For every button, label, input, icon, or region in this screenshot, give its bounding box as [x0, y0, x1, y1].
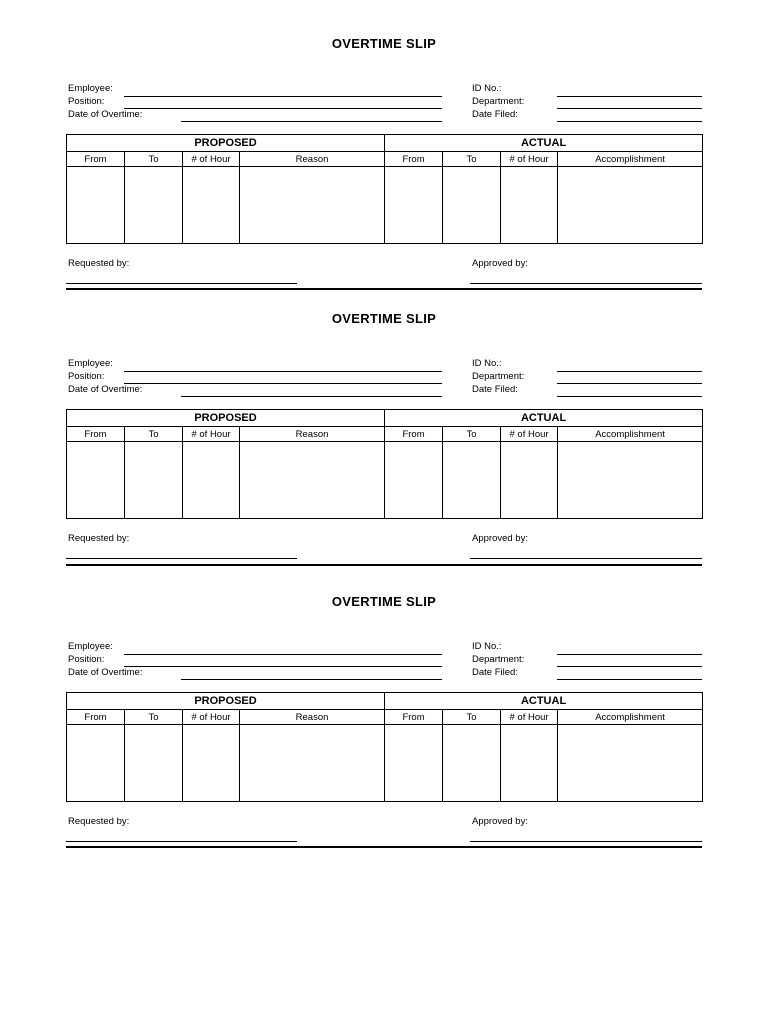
slip-title: OVERTIME SLIP [331, 311, 437, 326]
cell-reason[interactable] [240, 167, 385, 244]
id-no-label: ID No.: [472, 83, 502, 94]
date-of-overtime-line[interactable] [181, 121, 442, 122]
employee-line[interactable] [124, 371, 442, 372]
col-actual-hours: # of Hour [501, 152, 558, 167]
cell-to[interactable] [125, 167, 183, 244]
date-of-overtime-label: Date of Overtime: [68, 109, 143, 120]
col-accomplishment: Accomplishment [558, 152, 703, 167]
cell-hours[interactable] [183, 167, 240, 244]
overtime-table [66, 692, 703, 802]
cell-actual-from[interactable] [385, 442, 443, 519]
position-line[interactable] [124, 108, 442, 109]
overtime-slip-1 [0, 0, 768, 270]
col-reason: Reason [240, 152, 385, 167]
employee-label: Employee: [68, 358, 113, 369]
date-filed-line[interactable] [557, 396, 702, 397]
employee-line[interactable] [124, 654, 442, 655]
col-from: From [67, 427, 125, 442]
actual-header: ACTUAL [385, 693, 703, 710]
position-line[interactable] [124, 383, 442, 384]
col-actual-to: To [443, 427, 501, 442]
cell-from[interactable] [67, 725, 125, 802]
col-actual-to: To [443, 710, 501, 725]
actual-header: ACTUAL [385, 135, 703, 152]
department-label: Department: [472, 371, 525, 382]
col-actual-hours: # of Hour [501, 710, 558, 725]
department-label: Department: [472, 96, 525, 107]
cell-hours[interactable] [183, 725, 240, 802]
date-of-overtime-line[interactable] [181, 679, 442, 680]
id-no-label: ID No.: [472, 641, 502, 652]
requested-by-label: Requested by: [68, 258, 130, 269]
col-to: To [125, 152, 183, 167]
col-to: To [125, 710, 183, 725]
cell-to[interactable] [125, 442, 183, 519]
cell-reason[interactable] [240, 442, 385, 519]
date-filed-label: Date Filed: [472, 384, 518, 395]
position-label: Position: [68, 371, 105, 382]
cell-from[interactable] [67, 167, 125, 244]
employee-label: Employee: [68, 83, 113, 94]
department-line[interactable] [557, 108, 702, 109]
cell-to[interactable] [125, 725, 183, 802]
approved-by-label: Approved by: [472, 816, 528, 827]
col-actual-from: From [385, 152, 443, 167]
proposed-header: PROPOSED [67, 135, 385, 152]
cell-actual-to[interactable] [443, 167, 501, 244]
date-filed-line[interactable] [557, 121, 702, 122]
employee-label: Employee: [68, 641, 113, 652]
cell-actual-hours[interactable] [501, 167, 558, 244]
id-no-line[interactable] [557, 96, 702, 97]
cell-actual-from[interactable] [385, 725, 443, 802]
position-label: Position: [68, 96, 105, 107]
col-hours: # of Hour [183, 152, 240, 167]
overtime-slip-3 [0, 558, 768, 828]
col-actual-hours: # of Hour [501, 427, 558, 442]
col-from: From [67, 710, 125, 725]
col-hours: # of Hour [183, 710, 240, 725]
date-of-overtime-label: Date of Overtime: [68, 384, 143, 395]
cell-actual-to[interactable] [443, 725, 501, 802]
actual-header: ACTUAL [385, 410, 703, 427]
col-to: To [125, 427, 183, 442]
slip-title: OVERTIME SLIP [331, 594, 437, 609]
date-filed-line[interactable] [557, 679, 702, 680]
col-hours: # of Hour [183, 427, 240, 442]
date-filed-label: Date Filed: [472, 109, 518, 120]
requested-by-label: Requested by: [68, 816, 130, 827]
cell-actual-to[interactable] [443, 442, 501, 519]
slip-title: OVERTIME SLIP [331, 36, 437, 51]
cell-actual-from[interactable] [385, 167, 443, 244]
overtime-table [66, 134, 703, 244]
requested-by-line[interactable] [66, 841, 297, 842]
col-reason: Reason [240, 427, 385, 442]
cell-reason[interactable] [240, 725, 385, 802]
col-accomplishment: Accomplishment [558, 710, 703, 725]
employee-line[interactable] [124, 96, 442, 97]
id-no-line[interactable] [557, 371, 702, 372]
col-accomplishment: Accomplishment [558, 427, 703, 442]
col-actual-from: From [385, 427, 443, 442]
id-no-label: ID No.: [472, 358, 502, 369]
cell-accomplishment[interactable] [558, 442, 703, 519]
overtime-slip-2 [0, 275, 768, 545]
col-from: From [67, 152, 125, 167]
proposed-header: PROPOSED [67, 693, 385, 710]
cell-accomplishment[interactable] [558, 725, 703, 802]
approved-by-label: Approved by: [472, 533, 528, 544]
requested-by-label: Requested by: [68, 533, 130, 544]
cell-hours[interactable] [183, 442, 240, 519]
col-actual-to: To [443, 152, 501, 167]
slip-separator [66, 846, 702, 848]
col-actual-from: From [385, 710, 443, 725]
cell-accomplishment[interactable] [558, 167, 703, 244]
date-of-overtime-line[interactable] [181, 396, 442, 397]
id-no-line[interactable] [557, 654, 702, 655]
department-line[interactable] [557, 383, 702, 384]
approved-by-label: Approved by: [472, 258, 528, 269]
date-of-overtime-label: Date of Overtime: [68, 667, 143, 678]
overtime-table [66, 409, 703, 519]
position-label: Position: [68, 654, 105, 665]
proposed-header: PROPOSED [67, 410, 385, 427]
department-line[interactable] [557, 666, 702, 667]
approved-by-line[interactable] [470, 841, 702, 842]
cell-actual-hours[interactable] [501, 442, 558, 519]
department-label: Department: [472, 654, 525, 665]
date-filed-label: Date Filed: [472, 667, 518, 678]
position-line[interactable] [124, 666, 442, 667]
cell-from[interactable] [67, 442, 125, 519]
cell-actual-hours[interactable] [501, 725, 558, 802]
col-reason: Reason [240, 710, 385, 725]
